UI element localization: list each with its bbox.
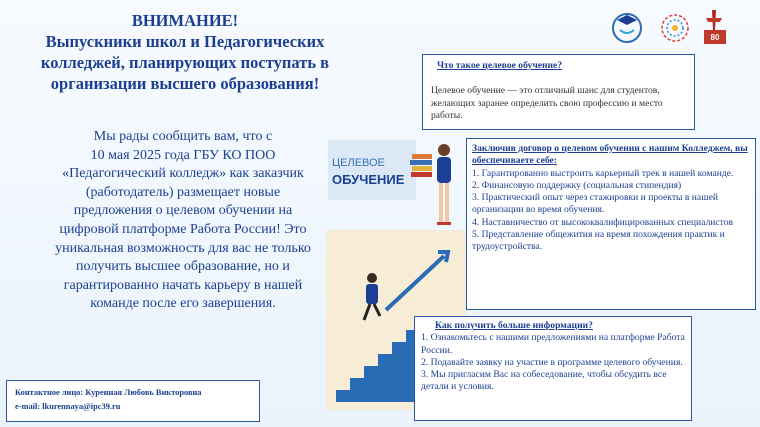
contact-box — [6, 380, 260, 422]
list-item: 4. Наставничество от высококвалифицированных специалистов — [472, 216, 734, 228]
info-box-more-info — [414, 316, 692, 421]
college-logo — [662, 15, 688, 41]
graduation-cap-logo — [613, 14, 641, 42]
list-item: 1. Гарантированно выстроить карьерный трек в нашей команде. — [472, 167, 734, 179]
page-heading — [0, 10, 370, 94]
teacher-figure-icon — [437, 144, 451, 225]
text-line: гарантированно начать карьеру в нашей — [63, 277, 303, 293]
contact-email[interactable]: e-mail: lkurennaya@ipc39.ru — [15, 402, 121, 411]
text-line: предложения о целевом обучении на — [73, 203, 293, 219]
illustration-banner — [328, 140, 416, 200]
text-line: Мы рады сообщить вам, что с — [93, 129, 273, 144]
illustration-word-2: ОБУЧЕНИЕ — [332, 172, 405, 187]
text-line: (работодатель) размещает новые — [85, 184, 281, 200]
heading-line: колледжей, планирующих поступать в — [40, 53, 330, 72]
victory-80-logo — [704, 10, 726, 44]
text-line: «Педагогический колледж» как заказчик — [62, 166, 304, 182]
text-line: цифровой платформе Работа России! Это — [59, 221, 307, 237]
list-item: 2. Финансовую поддержку (социальная стипендия) — [472, 179, 682, 191]
text-line: команде после его завершения. — [90, 296, 276, 312]
text-line: уникальная возможность для вас не только — [55, 240, 311, 256]
info-box-benefits — [466, 138, 756, 310]
announcement-text — [18, 128, 348, 314]
heading-line: Выпускники школ и Педагогических — [45, 32, 325, 51]
box-title: Что такое целевое обучение? — [437, 60, 563, 71]
box-text: Целевое обучение — это отличный шанс для студентов, желающих заранее определить свою профессию и место работы. — [431, 85, 663, 121]
heading-line: ВНИМАНИЕ! — [131, 11, 239, 30]
text-line: 10 мая 2025 года ГБУ КО ПОО — [90, 147, 276, 163]
list-item: 5. Представление общежития на время похождения практик и трудоустройства. — [472, 229, 725, 253]
heading-line: организации высшего образования! — [50, 74, 320, 93]
info-box-what-is — [422, 54, 695, 130]
box-title: Как получить больше информации? — [435, 320, 593, 331]
list-item: 3. Мы пригласим Вас на собеседование, чтобы обсудить все детали и условия. — [421, 369, 667, 393]
list-item: 3. Практический опыт через стажировки и проекты в нашей организации во время обучения. — [472, 192, 718, 216]
text-line: получить высшее образование, но и — [76, 259, 290, 275]
svg-text:80: 80 — [710, 33, 720, 42]
logo-group — [600, 6, 760, 46]
box-title: Заключив договор о целевом обучении с нашим Колледжем, вы обеспечиваете себе: — [472, 143, 748, 167]
list-item: 2. Подавайте заявку на участие в программе целевого обучения. — [421, 356, 683, 368]
contact-person: Контактное лицо: Куренная Любовь Викторовна — [15, 388, 202, 397]
list-item: 1. Ознакомьтесь с нашими предложениями на платформе Работа России. — [421, 332, 685, 356]
illustration-word-1: ЦЕЛЕВОЕ — [332, 157, 385, 169]
logos — [600, 6, 760, 46]
